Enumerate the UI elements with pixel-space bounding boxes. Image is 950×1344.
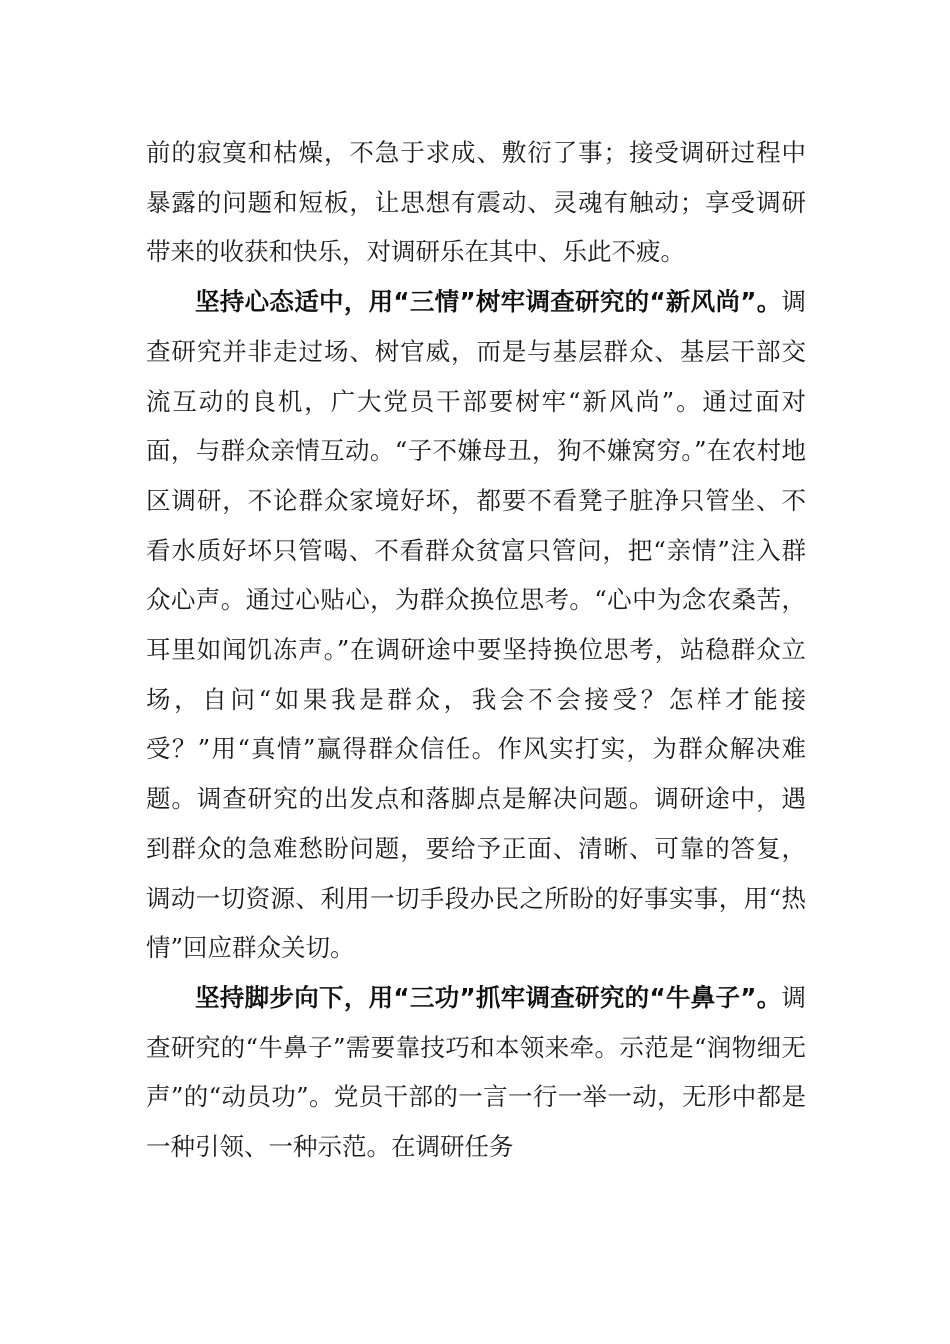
paragraph-2-heading: 坚持心态适中，用“三情”树牢调查研究的“新风尚”。 xyxy=(195,287,782,317)
paragraph-1 xyxy=(146,128,806,277)
paragraph-3-heading: 坚持脚步向下，用“三功”抓牢调查研究的“牛鼻子”。 xyxy=(195,982,782,1012)
paragraph-3-body: 调查研究的“牛鼻子”需要靠技巧和本领来牵。示范是“润物细无声”的“动员功”。党员干部的一言一行一举一动，无形中都是一种引领、一种示范。在调研任务 xyxy=(146,982,806,1162)
document-body xyxy=(146,128,806,1172)
paragraph-2 xyxy=(146,277,806,973)
paragraph-3 xyxy=(146,973,806,1172)
paragraph-2-body: 调查研究并非走过场、树官威，而是与基层群众、基层干部交流互动的良机，广大党员干部要树牢“新风尚”。通过面对面，与群众亲情互动。“子不嫌母丑，狗不嫌窝穷。”在农村地区调研，不论群众家境好坏，都要不看凳子脏净只管坐、不看水质好坏只管喝、不看群众贫富只管问，把“亲情”注入群众心声。通过心贴心，为群众换位思考。“心中为念农桑苦，耳里如闻饥冻声。”在调研途中要坚持换位思考，站稳群众立场，自问“如果我是群众，我会不会接受？怎样才能接受？”用“真情”赢得群众信任。作风实打实，为群众解决难题。调查研究的出发点和落脚点是解决问题。调研途中，遇到群众的急难愁盼问题，要给予正面、清晰、可靠的答复，调动一切资源、利用一切手段办民之所盼的好事实事，用“热情”回应群众关切。 xyxy=(146,287,806,963)
paragraph-1-body: 前的寂寞和枯燥，不急于求成、敷衍了事；接受调研过程中暴露的问题和短板，让思想有震动、灵魂有触动；享受调研带来的收获和快乐，对调研乐在其中、乐此不疲。 xyxy=(146,138,806,267)
